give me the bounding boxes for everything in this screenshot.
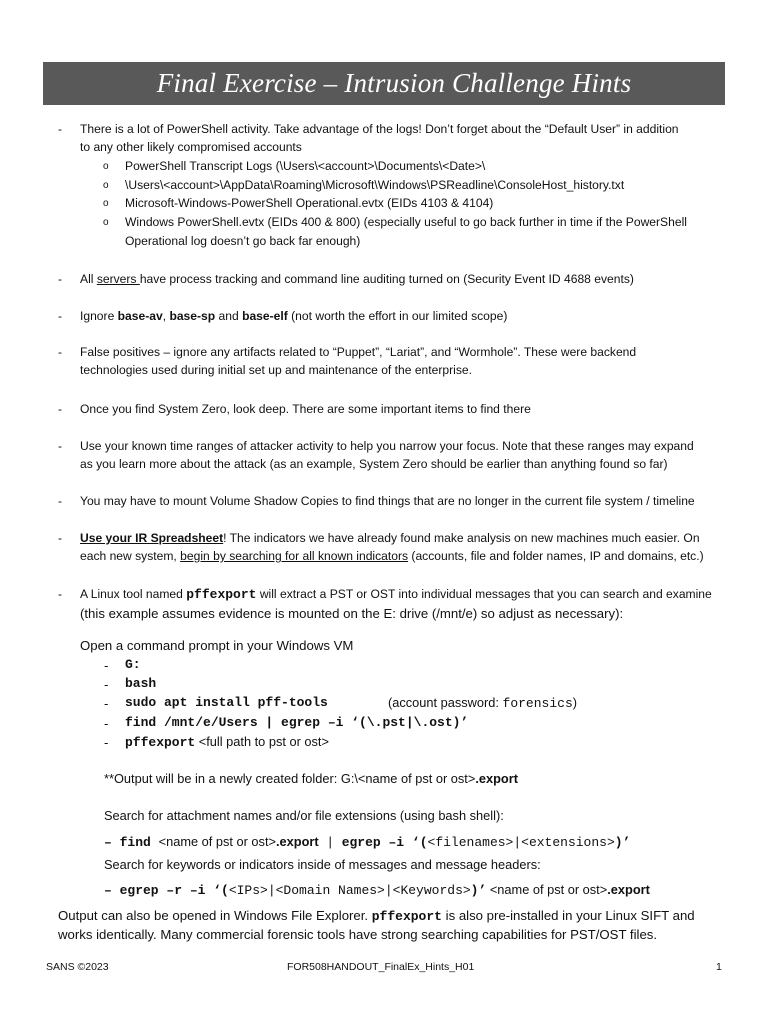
cmd-dash: -: [104, 677, 109, 692]
cmd-4: find /mnt/e/Users | egrep –i ‘(\.pst|\.ost)’: [125, 715, 469, 730]
bullet-dash: -: [58, 345, 63, 359]
bullet-8-line-1: Use your IR Spreadsheet! The indicators we have already found make analysis on new machines much easier. On: [80, 531, 700, 545]
bullet-6-line-2: as you learn more about the attack (as an example, System Zero should be earlier than anything found so far): [80, 457, 668, 471]
closing-line-1: Output can also be opened in Windows File Explorer. pffexport is also pre-installed in your Linux SIFT and: [58, 908, 695, 924]
sub-bullet-circle: o: [103, 198, 109, 209]
sub-bullet-4-line-2: Operational log doesn’t go back far enough): [125, 234, 361, 248]
bullet-8-line-2: each new system, begin by searching for all known indicators (accounts, file and folder names, IP and domains, etc.): [80, 549, 704, 563]
sub-bullet-2: \Users\<account>\AppData\Roaming\Microsoft\Windows\PSReadline\ConsoleHost_history.txt: [125, 178, 625, 192]
bullet-4-line-2: technologies used during initial set up and maintenance of the enterprise.: [80, 363, 472, 377]
cmd-dash: -: [104, 735, 109, 750]
footer-copyright: SANS ©2023: [46, 961, 109, 973]
cmd-3-note: (account password: forensics): [388, 695, 578, 711]
cmd-intro: Open a command prompt in your Windows VM: [80, 638, 354, 653]
search-keywords-intro: Search for keywords or indicators inside of messages and message headers:: [104, 857, 541, 872]
cmd-dash: -: [104, 658, 109, 673]
sub-bullet-circle: o: [103, 161, 109, 172]
search-attachments-intro: Search for attachment names and/or file extensions (using bash shell):: [104, 808, 504, 823]
bullet-2: All servers have process tracking and command line auditing turned on (Security Event ID 4688 events): [80, 272, 634, 286]
sub-bullet-3: Microsoft-Windows-PowerShell Operational.evtx (EIDs 4103 & 4104): [125, 196, 494, 210]
sub-bullet-circle: o: [103, 180, 109, 191]
bullet-dash: -: [58, 309, 63, 323]
cmd-dash: -: [104, 696, 109, 711]
title-banner: [43, 62, 725, 105]
cmd-1: G:: [125, 657, 141, 672]
bullet-7: You may have to mount Volume Shadow Copies to find things that are no longer in the current file system / timeline: [80, 494, 695, 508]
page-title: Final Exercise – Intrusion Challenge Hints: [156, 68, 632, 98]
footer-doc-id: FOR508HANDOUT_FinalEx_Hints_H01: [287, 961, 475, 973]
bullet-dash: -: [58, 272, 63, 286]
cmd-dash: -: [104, 716, 109, 731]
cmd-3: sudo apt install pff-tools: [125, 695, 328, 710]
sub-bullet-1: PowerShell Transcript Logs (\Users\<account>\Documents\<Date>\: [125, 159, 486, 173]
search-attachments-cmd: – find <name of pst or ost>.export | egrep –i ‘(<filenames>|<extensions>)’: [104, 834, 631, 850]
bullet-dash: -: [58, 402, 63, 416]
bullet-dash: -: [58, 587, 63, 601]
bullet-4-line-1: False positives – ignore any artifacts related to “Puppet”, “Lariat”, and “Wormhole”. These were backend: [80, 345, 637, 359]
sub-bullet-4-line-1: Windows PowerShell.evtx (EIDs 400 & 800) (especially useful to go back further in time if the PowerShell: [125, 215, 687, 229]
search-keywords-cmd: – egrep –r –i ‘(<IPs>|<Domain Names>|<Keywords>)’ <name of pst or ost>.export: [104, 882, 650, 898]
bullet-1-line-1: There is a lot of PowerShell activity. Take advantage of the logs! Don’t forget about the “Default User” in addition: [80, 122, 679, 136]
cmd-2: bash: [125, 676, 157, 691]
bullet-9-line-2: (this example assumes evidence is mounted on the E: drive (/mnt/e) so adjust as necessary):: [80, 606, 624, 621]
closing-line-2: works identically. Many commercial forensic tools have strong searching capabilities for PST/OST files.: [58, 927, 658, 942]
footer-page-number: 1: [716, 961, 722, 973]
bullet-dash: -: [58, 494, 63, 508]
bullet-dash: -: [58, 531, 63, 545]
bullet-6-line-1: Use your known time ranges of attacker activity to help you narrow your focus. Note that these ranges may expand: [80, 439, 694, 453]
bullet-dash: -: [58, 439, 63, 453]
cmd-5: pffexport <full path to pst or ost>: [125, 734, 329, 750]
bullet-3: Ignore base-av, base-sp and base-elf (not worth the effort in our limited scope): [80, 309, 508, 323]
bullet-1-line-2: to any other likely compromised accounts: [80, 140, 302, 154]
bullet-5: Once you find System Zero, look deep. There are some important items to find there: [80, 402, 531, 416]
bullet-9-line-1: A Linux tool named pffexport will extract a PST or OST into individual messages that you can search and examine: [80, 587, 712, 602]
output-folder-note: **Output will be in a newly created folder: G:\<name of pst or ost>.export: [104, 771, 518, 786]
sub-bullet-circle: o: [103, 217, 109, 228]
bullet-dash: -: [58, 122, 63, 136]
